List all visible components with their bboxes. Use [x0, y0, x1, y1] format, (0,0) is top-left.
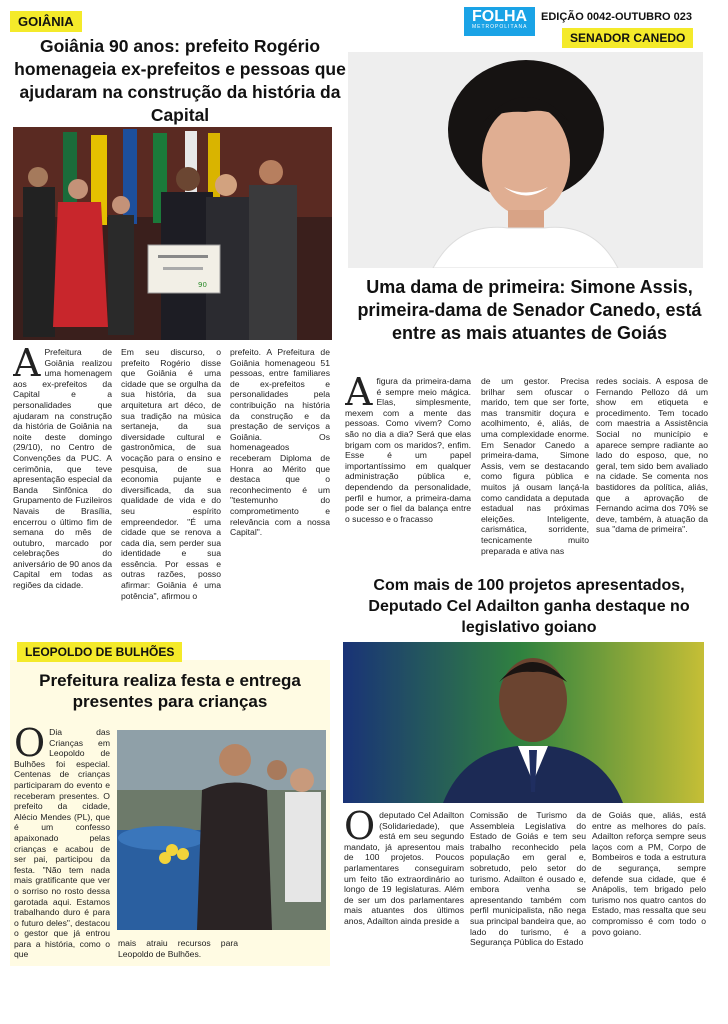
svg-text:90: 90 — [198, 281, 207, 289]
article-goiania-col-2: Em seu discurso, o prefeito Rogério disse que Goiânia é uma cidade que se orgulha da sua história, da sua arquitetura art déco, de sua tradição na música sertaneja, da sua diversidade cultural e gastronômica, de sua vocação para o ensino e pesquisa, de sua economia pujante e diversificada, da sua qualidade de vida e do seu espírito empreendedor. "É uma cidade que se renova a cada dia, sem perder sua identidade e sua essência. Por essas e outras razões, posso afirmar: Goiânia é uma potência", afirmou o — [121, 347, 221, 601]
article-adailton-col-3: de Goiás que, aliás, está entre as melhores do país. Adailton reforça sempre seus laços com a PM, Corpo de Bombeiros e toda a estrutura de segurança, sempre defende sua cidade, que é Anápolis, tem brigado pelo turismo nos quatro cantos do Estado, mas ressalta que seu compromisso é com todo o povo goiano. — [592, 810, 706, 937]
article-adailton-text-1: deputado Cel Adailton (Solidariedade), que está em seu segundo mandato, já apresentou mais de 100 projetos. Poucos parlamentares conseguiram um feito tão extraordinário ao longo de 19 legislaturas. Além de ser um dos parlamentares mais atuantes dos últimos anos, Adailton ainda preside a — [344, 810, 464, 926]
article-goiania-dropcap: A — [13, 347, 41, 385]
article-leopoldo-col-2: mais atraiu recursos para Leopoldo de Bulhões. — [118, 938, 238, 959]
section-tag-goiania: GOIÂNIA — [10, 11, 82, 32]
article-goiania-col-1 — [13, 347, 112, 622]
article-goiania-photo — [13, 127, 332, 340]
article-adailton-col-1 — [344, 810, 464, 960]
article-simone-dropcap: A — [345, 376, 373, 414]
article-leopoldo-photo — [117, 730, 326, 930]
article-adailton-photo — [343, 642, 704, 803]
article-goiania-title: Goiânia 90 anos: prefeito Rogério homenageia ex-prefeitos e pessoas que ajudaram na construção da história da Capital — [14, 36, 346, 125]
article-simone-photo — [348, 52, 703, 268]
brand-subtitle: METROPOLITANA — [472, 24, 528, 30]
article-adailton-title: Com mais de 100 projetos apresentados, Deputado Cel Adailton ganha destaque no legislativo goiano — [368, 577, 690, 636]
article-goiania-col-3: prefeito. A Prefeitura de Goiânia homenageou 51 pessoas, entre familiares de ex-prefeitos e personalidades pela contribuição na história da construção e da prestação de serviços a Goiânia. Os homenageados receberam Diploma de Honra ao Mérito que destaca que o reconhecimento é um "testemunho do comprometimento e relevância com a nossa Capital". — [230, 347, 330, 538]
article-leopoldo-text-1: Dia das Crianças em Leopoldo de Bulhões foi especial. Centenas de crianças participaram do evento e receberam presentes. O prefeito da cidade, Alécio Mendes (PL), que é um confesso apaixonado pelas crianças e acabou de ser pai, participou da festa. "Não tem nada mais gratificante que ver o sorriso no rosto dessa garotada aqui. Estamos trabalhando duro é para o futuro deles", destacou o gestor que já entrou para a história, como o que — [14, 727, 110, 959]
article-leopoldo-dropcap: O — [14, 727, 46, 765]
article-leopoldo-title: Prefeitura realiza festa e entrega presentes para crianças — [39, 671, 301, 711]
brand-name: FOLHA — [472, 8, 528, 25]
edition-label: EDIÇÃO 0042-OUTUBRO 023 — [541, 11, 692, 23]
article-simone-col-3: redes sociais. A esposa de Fernando Pellozo dá um show em etiqueta e procedimento. Tem tocado com maestria a Assistência Social no município e aparece sempre radiante ao lado do esposo, que, no geral, tem sido bem avaliado na cidade. Se comenta nos bastidores da política, aliás, que a aprovação de Fernando acima dos 70% se deve, também, à atuação da sua "dama de primeira". — [596, 376, 708, 535]
article-simone-col-1 — [345, 376, 471, 562]
article-simone-text-1: figura da primeira-dama é sempre meio mágica. Elas, simplesmente, mexem com a mente das pessoas. Como vivem? Como são no dia a dia? Será que elas brigam com os maridos?, enfim. Esse é um papel importantíssimo em qualquer administração pública e, dependendo da personalidade, perfil e humor, a primeira-dama pode ser o fiel da balança entre o sucesso e o fracasso — [345, 376, 471, 524]
article-goiania-text-1: Prefeitura de Goiânia realizou uma homenagem aos ex-prefeitos da Capital e a personalidades que ajudaram na construção da história de Goiânia na noite deste domingo (29/10), no Centro de Convenções da PUC. A cerimônia, que teve apresentação especial da Banda Sinfônica do Grupamento de Fuzileiros Navais de Brasília, encerrou o último fim de semana do mês de outubro, marcado por celebrações do aniversário de 90 anos da Capital em todas as regiões da cidade. — [13, 347, 112, 591]
section-tag-senador-canedo: SENADOR CANEDO — [562, 28, 693, 48]
article-simone-title: Uma dama de primeira: Simone Assis, primeira-dama de Senador Canedo, está entre as mais atuantes de Goiás — [357, 277, 702, 343]
article-leopoldo-col-1 — [14, 727, 110, 959]
brand-logo — [464, 7, 535, 36]
article-adailton-col-2: Comissão de Turismo da Assembleia Legislativa do Estado de Goiás e tem seu trabalho reconhecido pela população em geral e, sobretudo, pelo setor do turismo. Adailton é ousado e, embora venha se apresentando também com perfil municipalista, não nega sua principal bandeira que, ao lado do turismo, é a Segurança Pública do Estado — [470, 810, 586, 948]
article-adailton-dropcap: O — [344, 810, 376, 848]
section-tag-leopoldo: LEOPOLDO DE BULHÕES — [17, 642, 182, 662]
article-simone-col-2: de um gestor. Precisa brilhar sem ofuscar o marido, tem que ser forte, mas transmitir doçura e acolhimento, é, aliás, de uma complexidade enorme. Em Senador Canedo a primeira-dama, Simone Assis, vem se destacando como figura pública e muitos já ousam lançá-la como candidata a deputada estadual nas próximas eleições. Inteligente, carismática, sorridente, tecnicamente muito preparada e ativa nas — [481, 376, 589, 556]
